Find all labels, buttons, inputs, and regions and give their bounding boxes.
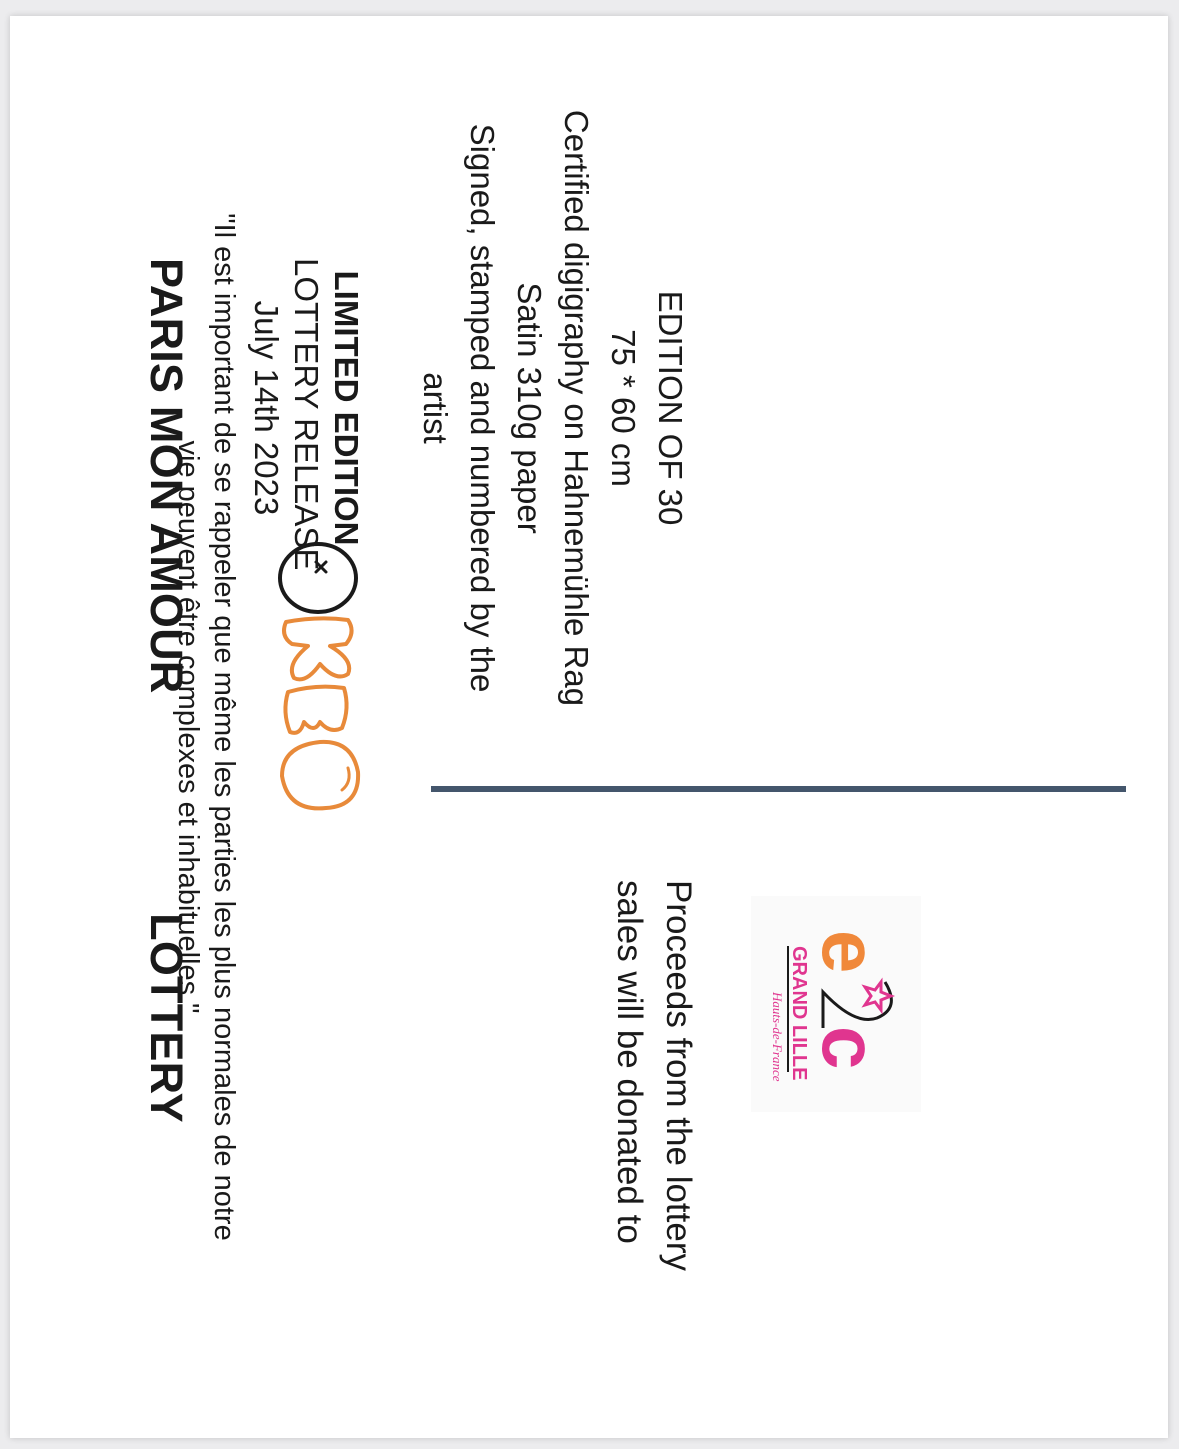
quote-line-1: "Il est important de se rappeler que même les parties les plus normales de notre <box>208 213 240 1241</box>
donation-line-2: sales will be donated to <box>610 880 649 1244</box>
svg-text:e: e <box>806 930 894 974</box>
quote-line-2: vie peuvent être complexes et inhabituelles." <box>172 440 204 1014</box>
edition-heading: LIMITED EDITION <box>328 270 365 546</box>
e2c-logo <box>751 896 921 1112</box>
release-date: July 14th 2023 <box>248 300 285 516</box>
donation-line-1: Proceeds from the lottery <box>659 880 698 1271</box>
signed-line-2: artist <box>417 372 454 444</box>
lottery-title: LOTTERY <box>141 913 192 1123</box>
edition-count: EDITION OF 30 <box>652 290 689 526</box>
document-page <box>10 16 1168 1438</box>
vertical-divider <box>431 786 1126 792</box>
page-title: PARIS MON AMOUR <box>141 258 192 694</box>
svg-text:c: c <box>806 1026 894 1070</box>
signed-line-1: Signed, stamped and numbered by the <box>464 123 501 693</box>
donation-text <box>605 880 703 1440</box>
rotated-content <box>10 16 1168 1438</box>
medium-line-2: Satin 310g paper <box>511 282 548 534</box>
svg-text:GRAND LILLE: GRAND LILLE <box>788 946 810 1081</box>
signature-graffiti-icon <box>263 536 378 816</box>
svg-text:Hauts-de-France: Hauts-de-France <box>770 992 785 1082</box>
release-line: LOTTERY RELEASE <box>288 258 325 571</box>
artist-signature <box>263 536 378 816</box>
artwork-details <box>412 58 694 758</box>
medium-line-1: Certified digigraphy on Hahnemühle Rag <box>558 109 595 707</box>
edition-info <box>246 258 366 571</box>
e2c-logo-icon <box>751 896 921 1112</box>
dimensions: 75 * 60 cm <box>605 329 642 487</box>
